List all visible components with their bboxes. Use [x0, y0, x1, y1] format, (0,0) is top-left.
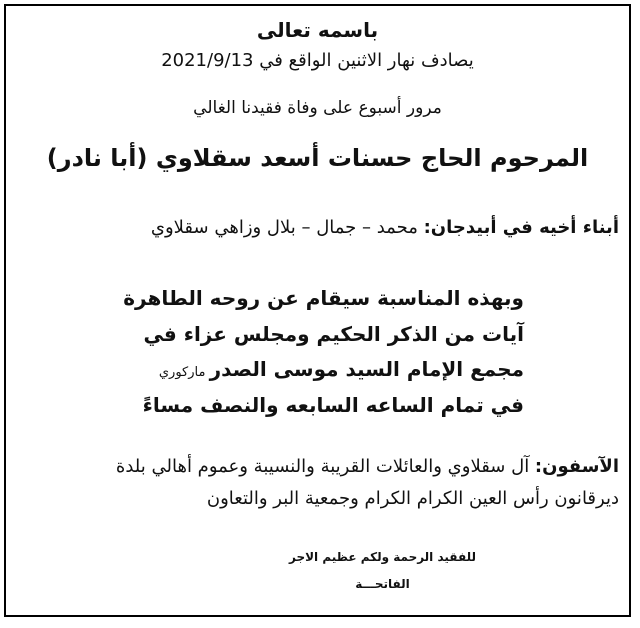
mourners-text-1: آل سقلاوي والعائلات القريبة والنسيبة وعموم أهالي بلدة — [115, 456, 535, 477]
ceremony-venue: مجمع الإمام السيد موسى الصدر — [209, 357, 524, 381]
mourners-label: الآسفون: — [534, 456, 619, 477]
subtitle-line: مرور أسبوع على وفاة فقيدنا الغالي — [193, 98, 442, 118]
deceased-name: المرحوم الحاج حسنات أسعد سقلاوي (أبا نادر) — [46, 144, 589, 172]
mourners-line-2: ديرقانون رأس العين الكرام الكرام وجمعية البر والتعاون — [206, 488, 619, 509]
date-line: يصادف نهار الاثنين الواقع في 2021/9/13 — [161, 50, 474, 71]
ceremony-line-2: آيات من الذكر الحكيم ومجلس عزاء في — [143, 322, 524, 346]
ceremony-location-note: ماركوري — [158, 365, 210, 380]
obituary-notice — [4, 4, 631, 617]
mourners-line-1 — [116, 458, 619, 476]
fatiha-line: الفاتحـــة — [355, 577, 410, 591]
ceremony-line-3 — [159, 359, 524, 379]
ceremony-line-4: في تمام الساعه السابعه والنصف مساءً — [142, 393, 524, 417]
ceremony-line-1: وبهذه المناسبة سيقام عن روحه الطاهرة — [123, 286, 524, 310]
nephews-label: أبناء أخيه في أبيدجان: — [423, 217, 619, 238]
header-title: باسمه تعالى — [256, 18, 379, 42]
nephews-names: محمد – جمال – بلال وزاهي سقلاوي — [150, 217, 424, 238]
condolence-line: للفقيد الرحمة ولكم عظيم الاجر — [289, 550, 476, 564]
nephews-line — [151, 219, 619, 237]
